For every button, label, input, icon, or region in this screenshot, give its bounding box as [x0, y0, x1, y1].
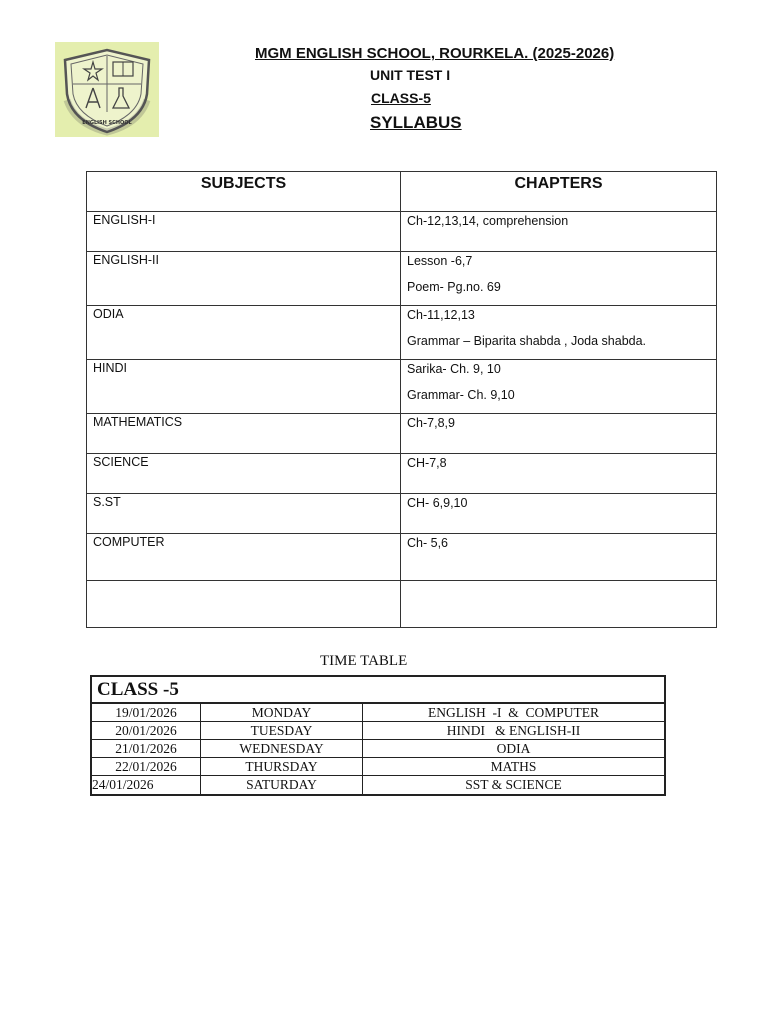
school-name: MGM ENGLISH SCHOOL, ROURKELA. (2025-2026) [255, 45, 615, 62]
chapter-line: CH-7,8 [407, 456, 447, 470]
syllabus-table [86, 171, 717, 628]
date-cell: 19/01/2026 [92, 704, 201, 721]
exam-subject-cell: HINDI & ENGLISH-II [446, 723, 581, 738]
chapters-cell [401, 534, 717, 581]
subject-cell: SCIENCE [87, 454, 401, 494]
svg-text:ENGLISH SCHOOL: ENGLISH SCHOOL [82, 120, 132, 126]
chapter-line: CH- 6,9,10 [407, 496, 468, 510]
table-row [87, 252, 717, 306]
table-row [87, 494, 717, 534]
page-title: SYLLABUS [370, 113, 462, 132]
syllabus-header-row [87, 172, 717, 212]
day-cell: THURSDAY [201, 758, 363, 775]
table-row [87, 212, 717, 252]
chapters-cell [401, 360, 717, 414]
chapter-line: Ch-7,8,9 [407, 416, 455, 430]
table-row [92, 758, 664, 776]
chapters-cell [401, 212, 717, 252]
subject-cell [87, 581, 401, 628]
chapter-line: Lesson -6,7 [407, 254, 473, 268]
chapter-line: Sarika- Ch. 9, 10 [407, 362, 501, 376]
subjects-header: SUBJECTS [87, 172, 401, 212]
subject-cell: HINDI [87, 360, 401, 414]
subject-cell: MATHEMATICS [87, 414, 401, 454]
subject-cell: ENGLISH-I [87, 212, 401, 252]
chapters-cell [401, 414, 717, 454]
table-row [87, 306, 717, 360]
date-cell: 24/01/2026 [92, 776, 201, 794]
timetable [90, 675, 666, 796]
chapters-header: CHAPTERS [401, 172, 717, 212]
day-cell: WEDNESDAY [201, 740, 363, 757]
chapter-line: Poem- Pg.no. 69 [407, 280, 501, 294]
table-row [87, 454, 717, 494]
table-row [92, 704, 664, 722]
date-cell: 21/01/2026 [92, 740, 201, 757]
table-row [87, 581, 717, 628]
subject-cell: S.ST [87, 494, 401, 534]
chapters-cell [401, 252, 717, 306]
day-cell: MONDAY [201, 704, 363, 721]
table-row [92, 722, 664, 740]
exam-subject-cell: ENGLISH -I & COMPUTER [428, 705, 599, 720]
table-row [92, 776, 664, 794]
chapter-line: Ch-11,12,13 [407, 308, 475, 322]
exam-subject-cell: ODIA [496, 741, 531, 756]
chapters-cell [401, 306, 717, 360]
chapters-cell [401, 581, 717, 628]
subject-cell: ODIA [87, 306, 401, 360]
subject-cell: COMPUTER [87, 534, 401, 581]
table-row [92, 740, 664, 758]
exam-subject-cell: MATHS [490, 759, 537, 774]
chapters-cell [401, 454, 717, 494]
subject-cell: ENGLISH-II [87, 252, 401, 306]
school-crest-icon [55, 42, 159, 137]
table-row [87, 534, 717, 581]
exam-subject-cell: SST & SCIENCE [465, 777, 562, 792]
day-cell: TUESDAY [201, 722, 363, 739]
school-logo [55, 42, 159, 137]
table-row [87, 360, 717, 414]
day-cell: SATURDAY [201, 776, 363, 794]
test-name: UNIT TEST I [370, 67, 451, 83]
date-cell: 20/01/2026 [92, 722, 201, 739]
chapters-cell [401, 494, 717, 534]
table-row [87, 414, 717, 454]
chapter-line: Ch- 5,6 [407, 536, 448, 550]
chapter-line: Grammar- Ch. 9,10 [407, 388, 515, 402]
timetable-class-label: CLASS -5 [92, 677, 664, 704]
chapter-line: Grammar – Biparita shabda , Joda shabda. [407, 334, 647, 348]
timetable-title: TIME TABLE [320, 653, 408, 669]
date-cell: 22/01/2026 [92, 758, 201, 775]
class-name: CLASS-5 [371, 90, 431, 106]
chapter-line: Ch-12,13,14, comprehension [407, 214, 569, 228]
